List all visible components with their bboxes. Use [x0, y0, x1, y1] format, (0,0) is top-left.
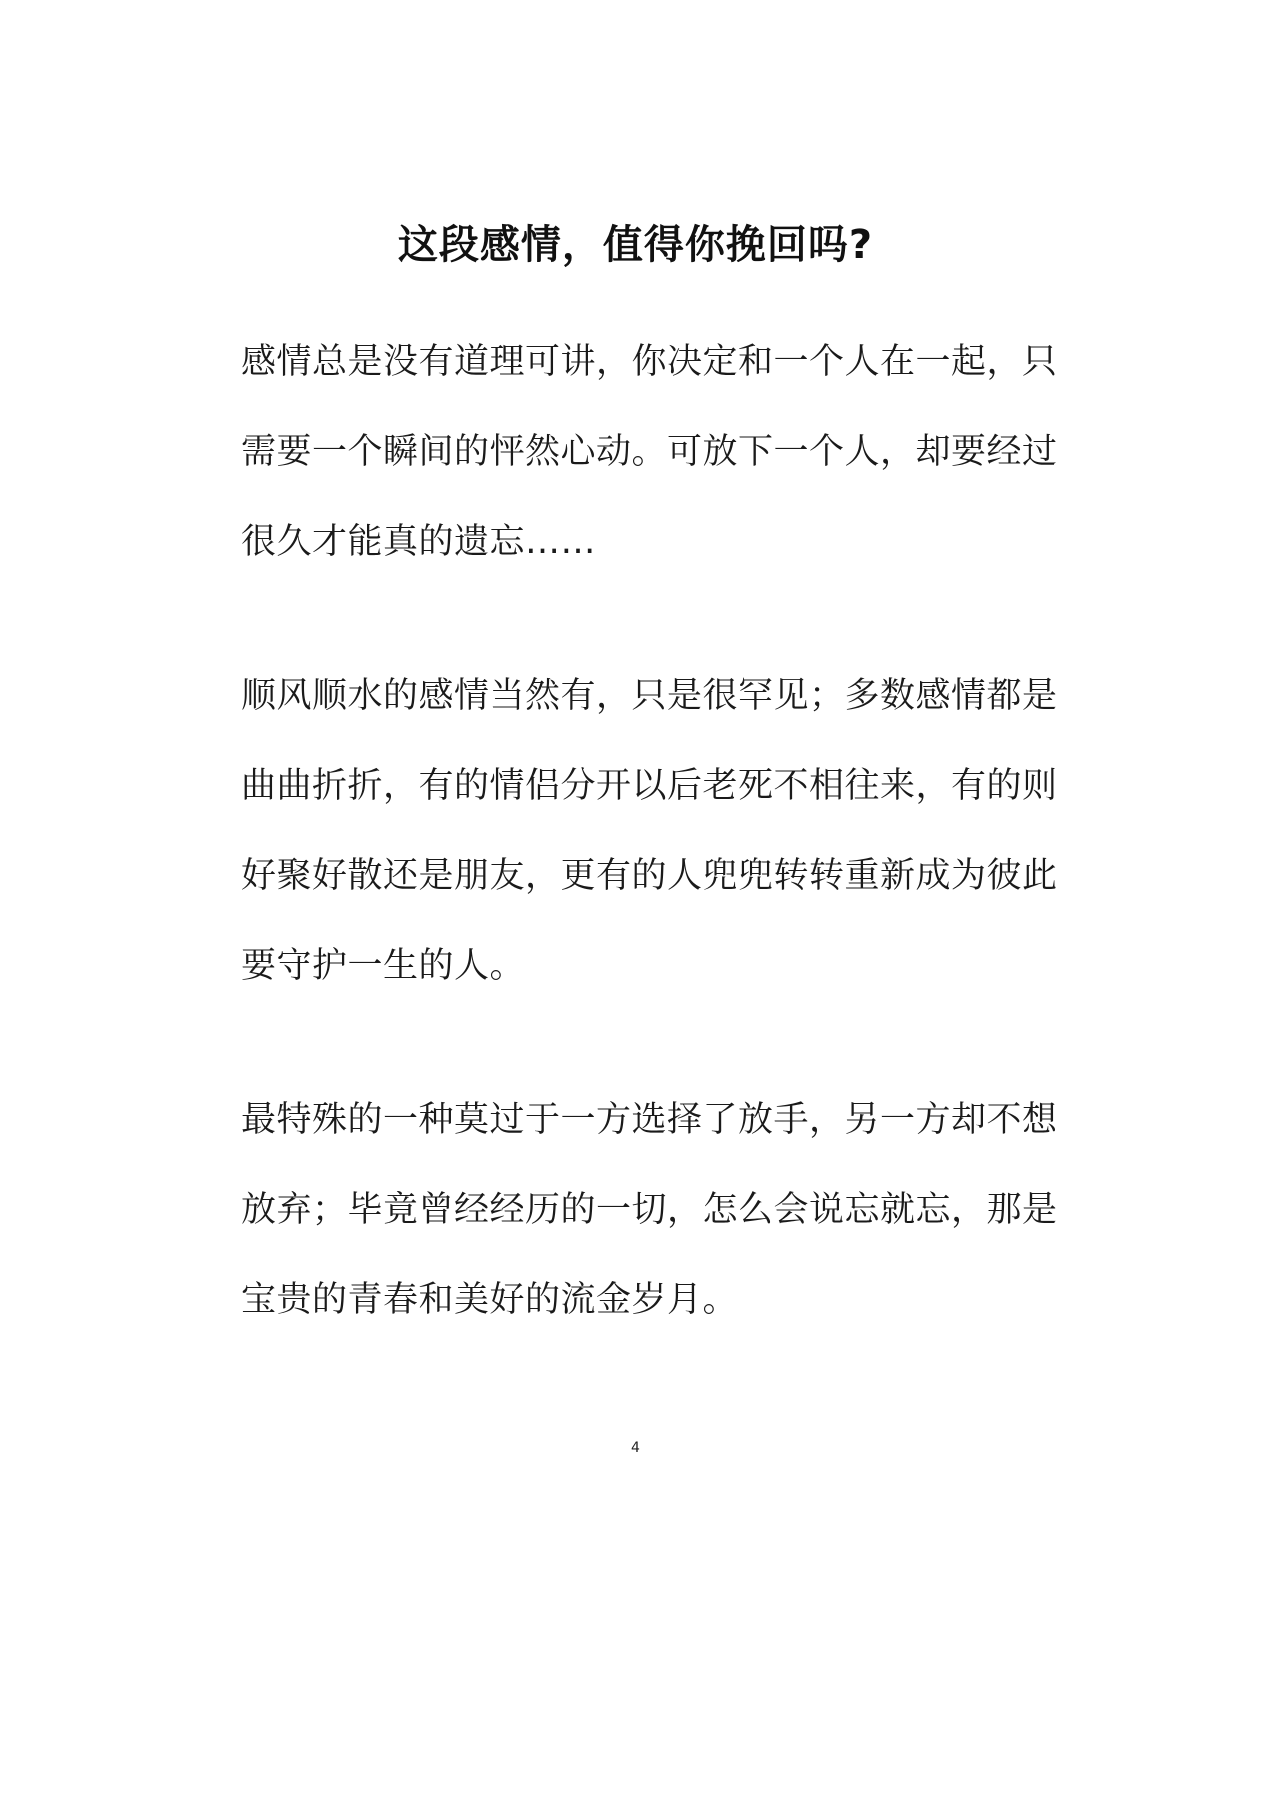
paragraph-line: 很久才能真的遗忘…… — [241, 522, 597, 562]
paragraph-line: 好聚好散还是朋友，更有的人兜兜转转重新成为彼此 — [241, 856, 1058, 896]
paragraph-line: 感情总是没有道理可讲，你决定和一个人在一起，只 — [241, 342, 1058, 382]
paragraph-1 — [241, 317, 1058, 587]
paragraph-line: 最特殊的一种莫过于一方选择了放手，另一方却不想 — [241, 1100, 1058, 1140]
paragraph-line: 宝贵的青春和美好的流金岁月。 — [241, 1280, 739, 1320]
paragraph-line: 要守护一生的人。 — [241, 946, 526, 986]
page-number: 4 — [631, 1440, 640, 1456]
paragraph-line: 需要一个瞬间的怦然心动。可放下一个人，却要经过 — [241, 432, 1058, 472]
body-text — [241, 317, 1058, 1409]
paragraph-3 — [241, 1075, 1058, 1345]
paragraph-line: 放弃；毕竟曾经经历的一切，怎么会说忘就忘，那是 — [241, 1190, 1058, 1230]
page-title: 这段感情，值得你挽回吗? — [397, 222, 874, 268]
paragraph-line: 曲曲折折，有的情侣分开以后老死不相往来，有的则 — [241, 766, 1058, 806]
paragraph-line: 顺风顺水的感情当然有，只是很罕见；多数感情都是 — [241, 676, 1058, 716]
paragraph-2 — [241, 651, 1058, 1011]
